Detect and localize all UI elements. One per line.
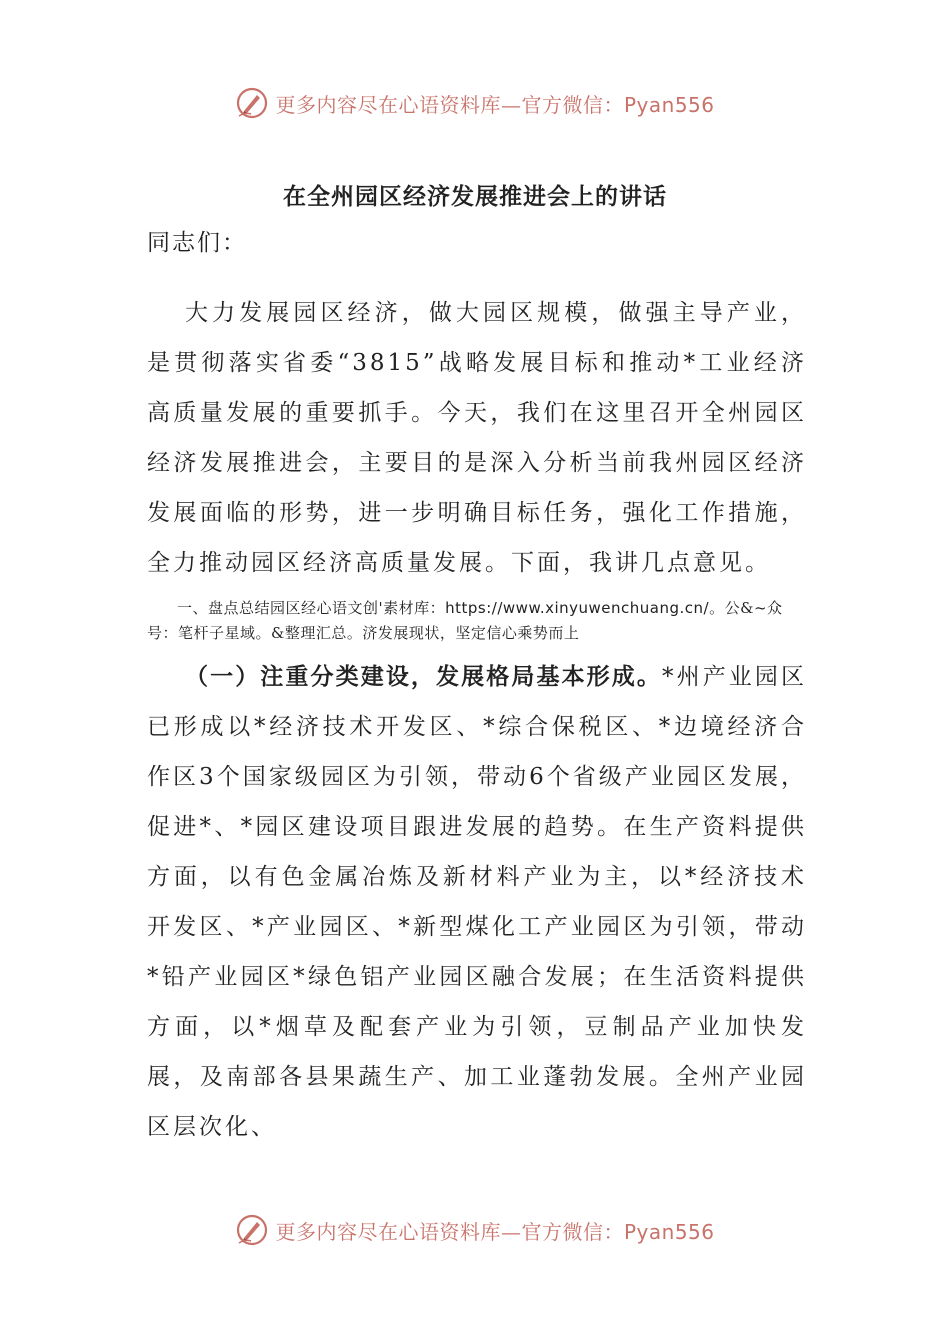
footer-banner: [0, 1210, 950, 1250]
footer-banner-text: 更多内容尽在心语资料库—官方微信：Pyan556: [275, 1219, 715, 1244]
source-note: 一、盘点总结园区经心语文创'素材库：https://www.xinyuwenchuang.cn/。公&~众号：笔杆子星域。&整理汇总。济发展现状，坚定信心乘势而上: [147, 599, 783, 642]
pen-logo-icon: [235, 86, 269, 120]
source-url: https://www.xinyuwenchuang.cn/: [445, 599, 710, 617]
section-body: *州产业园区已形成以*经济技术开发区、*综合保税区、*边境经济合作区3个国家级园区为引领，带动6个省级产业园区发展，促进*、*园区建设项目跟进发展的趋势。在生产资料提供方面，以有色金属冶炼及新材料产业为主，以*经济技术开发区、*产业园区、*新型煤化工产业园区为引领，带动*铅产业园区*绿色铝产业园区融合发展；在生活资料提供方面，以*烟草及配套产业为引领，豆制品产业加快发展，及南部各县果蔬生产、加工业蓬勃发展。全州产业园区层次化、: [147, 664, 808, 1140]
section-one-paragraph: [147, 652, 807, 1152]
document-title: 在全州园区经济发展推进会上的讲话: [283, 184, 667, 210]
document-body: [147, 218, 807, 1152]
footer-wechat-handle: Pyan556: [623, 1219, 715, 1244]
header-banner-text: 更多内容尽在心语资料库—官方微信：Pyan556: [275, 92, 715, 117]
header-banner: [0, 83, 950, 123]
salutation: 同志们：: [147, 230, 247, 256]
intro-paragraph: 大力发展园区经济，做大园区规模，做强主导产业，是贯彻落实省委“3815”战略发展目标和推动*工业经济高质量发展的重要抓手。今天，我们在这里召开全州园区经济发展推进会，主要目的是深入分析当前我州园区经济发展面临的形势，进一步明确目标任务，强化工作措施，全力推动园区经济高质量发展。下面，我讲几点意见。: [147, 300, 807, 576]
header-wechat-handle: Pyan556: [623, 92, 715, 117]
pen-logo-icon: [235, 1213, 269, 1247]
section-heading: （一）注重分类建设，发展格局基本形成。: [185, 664, 662, 690]
